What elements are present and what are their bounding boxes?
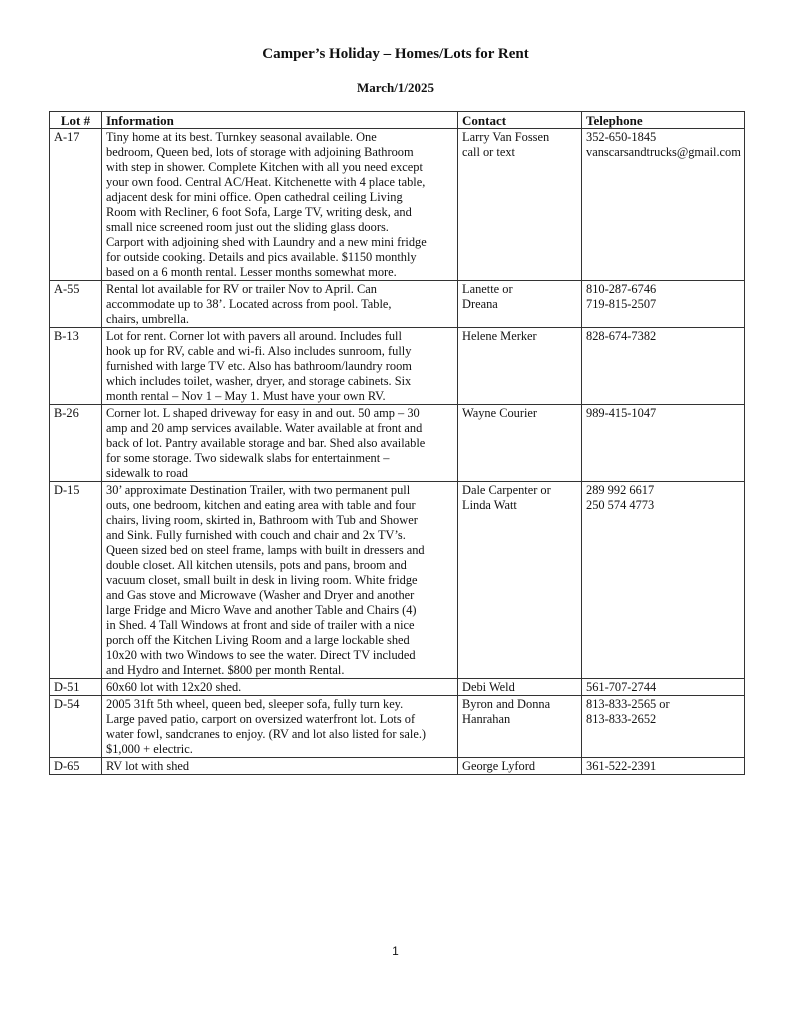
lot-telephone: 289 992 6617 250 574 4773 — [582, 482, 745, 679]
lot-number: A-55 — [50, 281, 102, 328]
lot-information: 30’ approximate Destination Trailer, with two permanent pull outs, one bedroom, kitchen and eating area with table and four chairs, living room, skirted in, Bathroom with Tub and Shower and Sink. Fully furnished with couch and chair and 2x TV’s. Queen sized bed on steel frame, lamps with built in dressers and double closet. All kitchen utensils, pots and pans, broom and vacuum closet, small built in desk in living room. White fridge and Gas stove and Microwave (Washer and Dryer and another large Fridge and Micro Wave and another Table and Chairs (4) in Shed. 4 Tall Windows at front and side of trailer with a nice porch off the Kitchen Living Room and a large lockable shed 10x20 with two Windows to see the water. Direct TV included and Hydro and Internet. $800 per month Rental. — [102, 482, 458, 679]
lot-number: B-26 — [50, 405, 102, 482]
table-row — [50, 405, 745, 482]
table-row — [50, 482, 745, 679]
lot-number: D-54 — [50, 696, 102, 758]
lot-telephone: 989-415-1047 — [582, 405, 745, 482]
listings-table — [49, 111, 745, 775]
table-row — [50, 758, 745, 775]
lot-contact: Larry Van Fossen call or text — [458, 129, 582, 281]
header-contact: Contact — [458, 112, 582, 129]
lot-information: Corner lot. L shaped driveway for easy in and out. 50 amp – 30 amp and 20 amp services available. Water available at front and back of lot. Pantry available storage and bar. Shed also available for some storage. Two sidewalk slabs for entertainment – sidewalk to road — [102, 405, 458, 482]
lot-contact: Wayne Courier — [458, 405, 582, 482]
lot-telephone: 813-833-2565 or 813-833-2652 — [582, 696, 745, 758]
table-header-row — [50, 112, 745, 129]
table-row — [50, 281, 745, 328]
page-date: March/1/2025 — [356, 80, 435, 95]
lot-information: Rental lot available for RV or trailer Nov to April. Can accommodate up to 38’. Located across from pool. Table, chairs, umbrella. — [102, 281, 458, 328]
lot-number: D-15 — [50, 482, 102, 679]
lot-contact: Debi Weld — [458, 679, 582, 696]
lot-information: 2005 31ft 5th wheel, queen bed, sleeper sofa, fully turn key. Large paved patio, carport on oversized waterfront lot. Lots of water fowl, sandcranes to enjoy. (RV and lot also listed for sale.) $1,000 + electric. — [102, 696, 458, 758]
table-row — [50, 696, 745, 758]
lot-information: Lot for rent. Corner lot with pavers all around. Includes full hook up for RV, cable and wi-fi. Also includes sunroom, fully furnished with large TV etc. Also has bathroom/laundry room which includes toilet, washer, dryer, and storage cabinets. Six month rental – Nov 1 – May 1. Must have your own RV. — [102, 328, 458, 405]
lot-telephone: 561-707-2744 — [582, 679, 745, 696]
lot-contact: Helene Merker — [458, 328, 582, 405]
lot-telephone: 361-522-2391 — [582, 758, 745, 775]
lot-information: Tiny home at its best. Turnkey seasonal available. One bedroom, Queen bed, lots of storage with adjoining Bathroom with step in shower. Complete Kitchen with all you need except your own food. Central AC/Heat. Kitchenette with 4 place table, adjacent desk for mini office. Open cathedral ceiling Living Room with Recliner, 6 foot Sofa, Large TV, writing desk, and small nice screened room just out the sliding glass doors. Carport with adjoining shed with Laundry and a new mini fridge for outside cooking. Details and pics available. $1150 monthly based on a 6 month rental. Lesser months somewhat more. — [102, 129, 458, 281]
lot-information: RV lot with shed — [102, 758, 458, 775]
header-telephone: Telephone — [582, 112, 745, 129]
header-lot: Lot # — [50, 112, 102, 129]
lot-contact: Dale Carpenter or Linda Watt — [458, 482, 582, 679]
lot-number: A-17 — [50, 129, 102, 281]
lot-contact: George Lyford — [458, 758, 582, 775]
page-number: 1 — [392, 944, 399, 958]
lot-information: 60x60 lot with 12x20 shed. — [102, 679, 458, 696]
lot-contact: Byron and Donna Hanrahan — [458, 696, 582, 758]
header-information: Information — [102, 112, 458, 129]
lot-telephone: 352-650-1845 vanscarsandtrucks@gmail.com — [582, 129, 745, 281]
lot-contact: Lanette or Dreana — [458, 281, 582, 328]
lot-telephone: 810-287-6746 719-815-2507 — [582, 281, 745, 328]
table-row — [50, 328, 745, 405]
lot-number: D-51 — [50, 679, 102, 696]
table-row — [50, 129, 745, 281]
lot-number: B-13 — [50, 328, 102, 405]
table-row — [50, 679, 745, 696]
lot-telephone: 828-674-7382 — [582, 328, 745, 405]
page-title: Camper’s Holiday – Homes/Lots for Rent — [262, 46, 529, 62]
lot-number: D-65 — [50, 758, 102, 775]
